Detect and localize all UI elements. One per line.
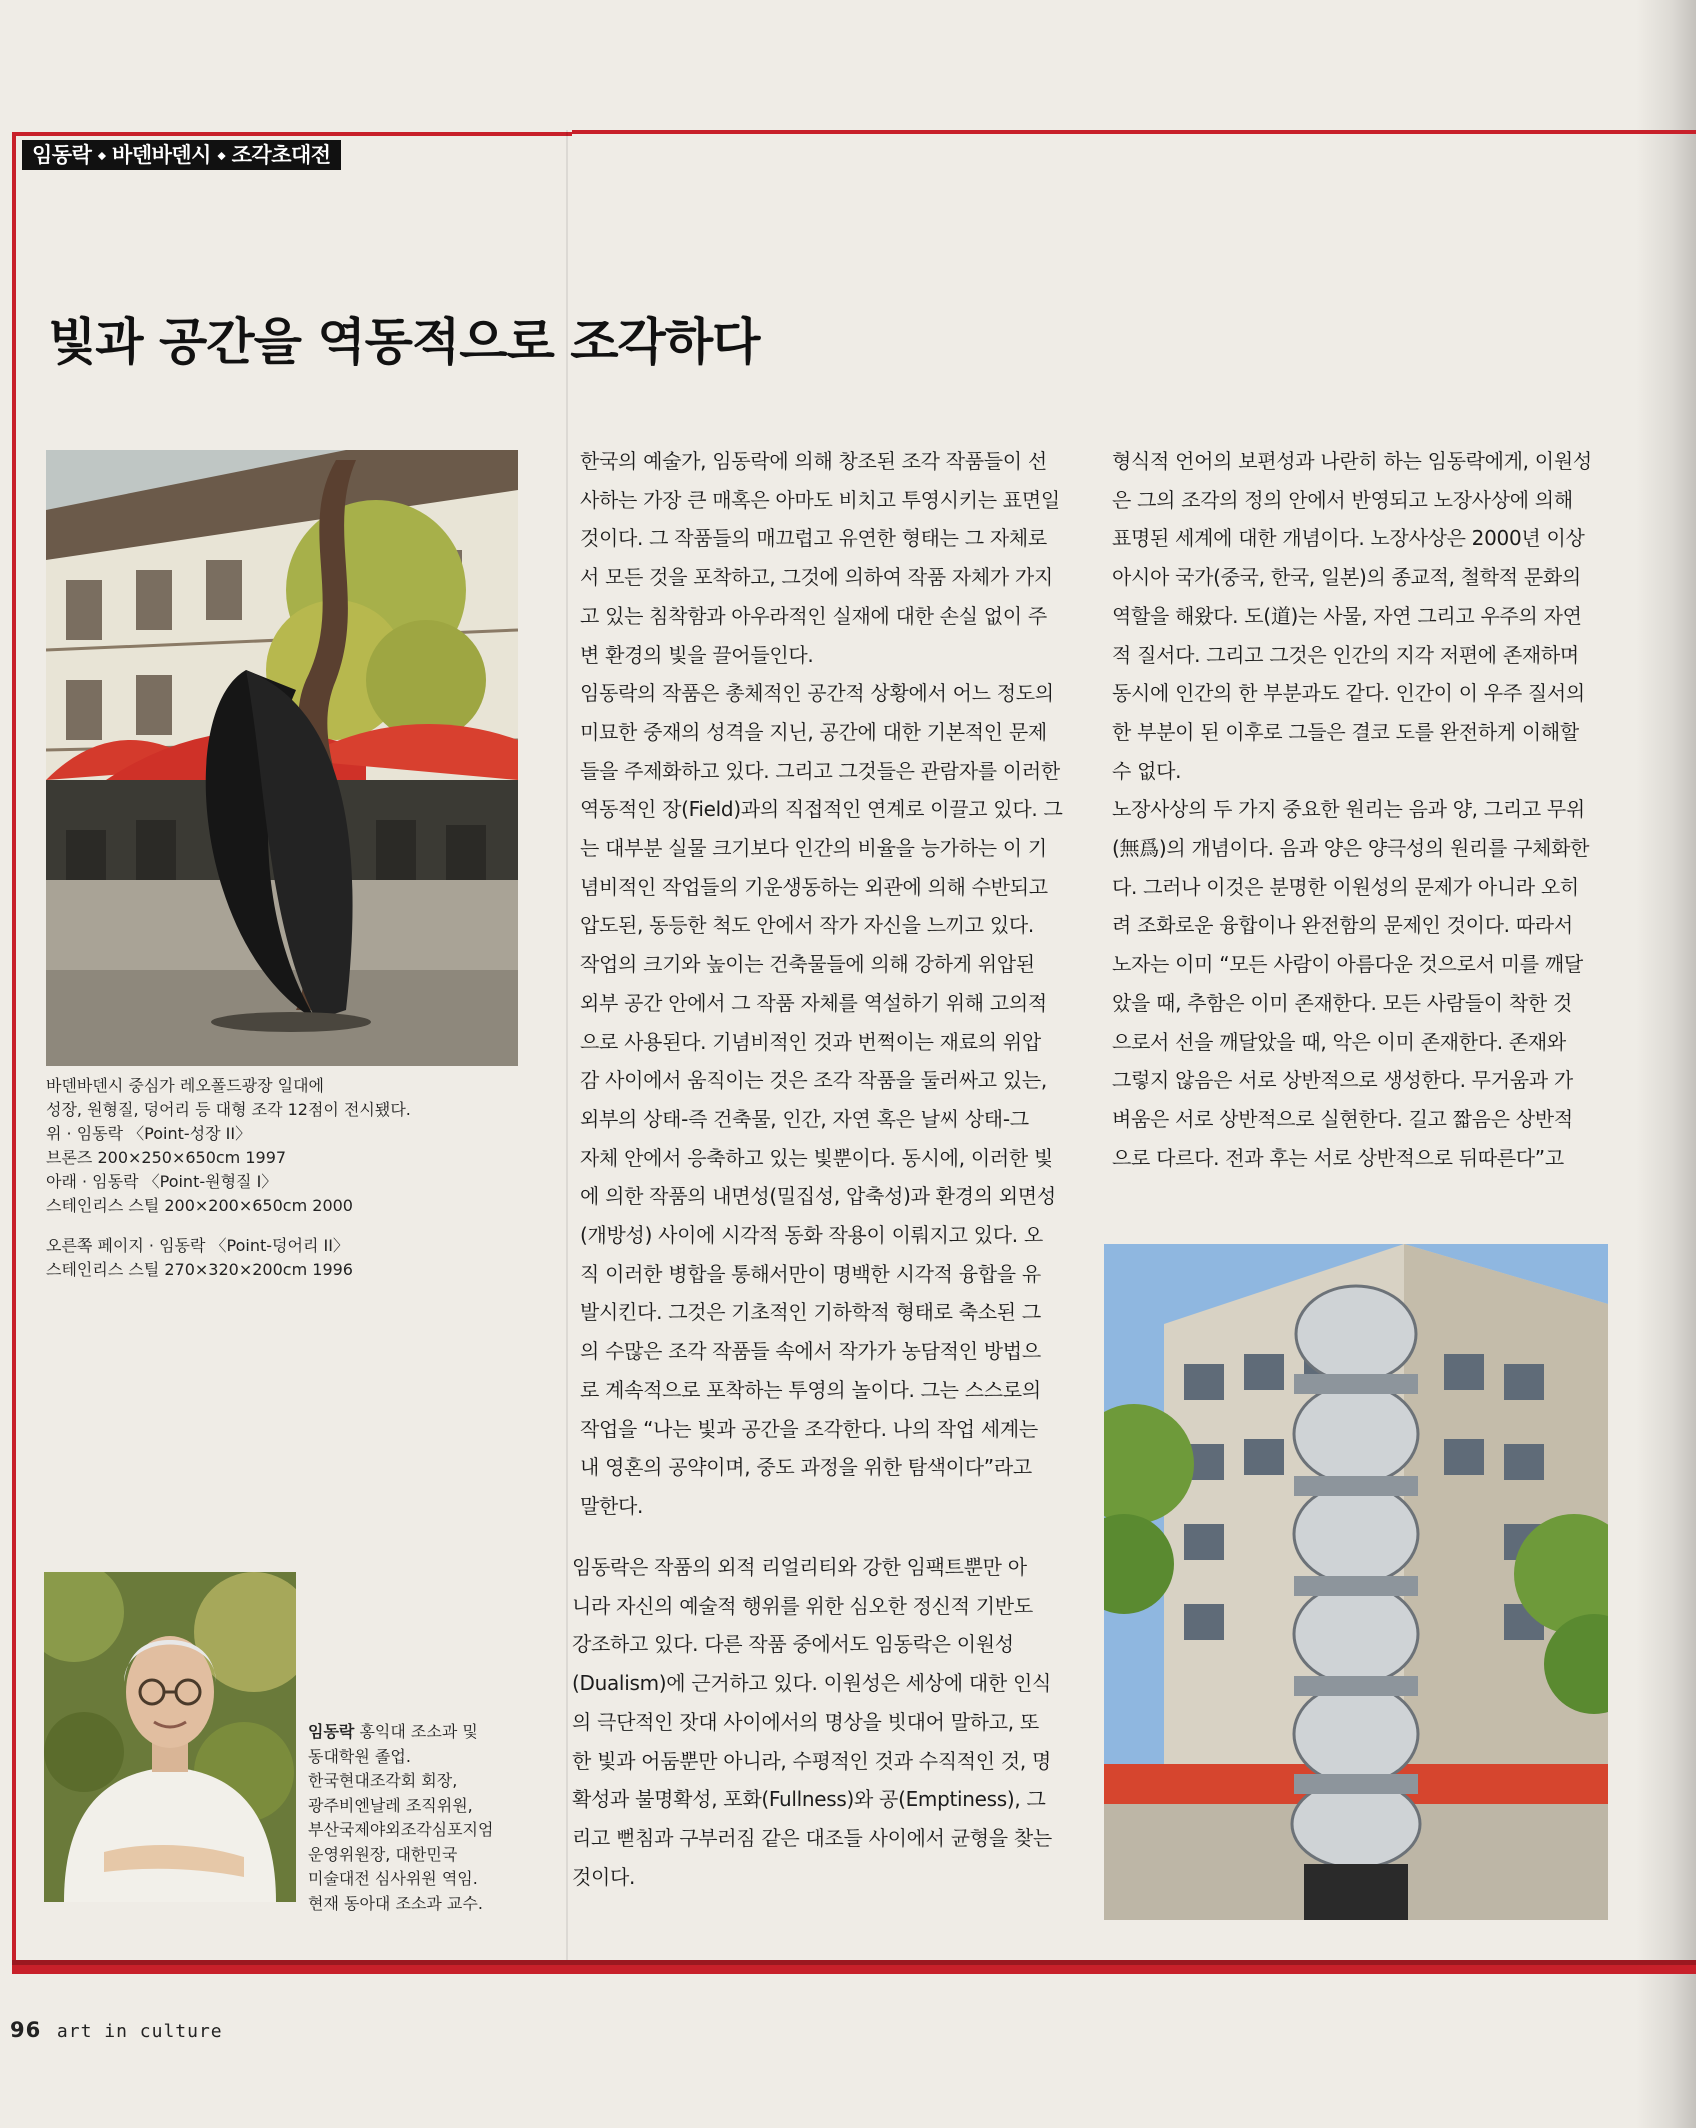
body-text-line: 은 그의 조각의 정의 안에서 반영되고 노장사상에 의해 (1112, 487, 1573, 512)
body-text-line: 사하는 가장 큰 매혹은 아마도 비치고 투영시키는 표면일 (580, 487, 1060, 512)
body-text-line: 동시에 인간의 한 부분과도 같다. 인간이 이 우주 질서의 (1112, 681, 1585, 706)
body-text-line: 서 모든 것을 포착하고, 그것에 의하여 작품 자체가 가지 (580, 565, 1053, 590)
bio-line: 현재 동아대 조소과 교수. (308, 1893, 483, 1913)
body-text-line: 고 있는 침착함과 아우라적인 실재에 대한 손실 없이 주 (580, 603, 1047, 628)
bio-line: 홍익대 조소과 및 (359, 1722, 478, 1741)
caption-right-page (46, 1234, 526, 1282)
page-number: 96 (10, 2018, 42, 2042)
bio-line: 운영위원장, 대한민국 (308, 1844, 458, 1864)
sculpture-photo-plaza (46, 450, 518, 1066)
body-text-line: (개방성) 사이에 시각적 동화 작용이 이뤄지고 있다. 오 (580, 1223, 1043, 1248)
caption-line: 스테인리스 스틸 270×320×200cm 1996 (46, 1260, 353, 1279)
body-text-line: 한국의 예술가, 임동락에 의해 창조된 조각 작품들이 선 (580, 449, 1047, 473)
body-text-line: 압도된, 동등한 척도 안에서 작가 자신을 느끼고 있다. (580, 913, 1034, 938)
body-text-line: 외부 공간 안에서 그 작품 자체를 역설하기 위해 고의적 (580, 990, 1047, 1015)
caption-line: 위 · 임동락 〈Point-성장 II〉 (46, 1124, 252, 1143)
artist-bio (308, 1720, 508, 1916)
body-text-line: 으로 사용된다. 기념비적인 것과 번쩍이는 재료의 위압 (580, 1029, 1041, 1054)
body-text-line: 한 부분이 된 이후로 그들은 결코 도를 완전하게 이해할 (1112, 719, 1579, 744)
body-text-line: 직 이러한 병합을 통해서만이 명백한 시각적 융합을 유 (580, 1261, 1041, 1286)
body-text-line: 노장사상의 두 가지 중요한 원리는 음과 양, 그리고 무위 (1112, 797, 1585, 822)
body-text-line: 에 의한 작품의 내면성(밀집성, 압축성)과 환경의 외면성 (580, 1184, 1056, 1209)
body-text-line: 벼움은 서로 상반적으로 실현한다. 길고 짧음은 상반적 (1112, 1106, 1573, 1131)
body-text-line: 들을 주제화하고 있다. 그리고 그것들은 관람자를 이러한 (580, 758, 1060, 783)
scan-seam (566, 130, 568, 1960)
body-text-line: 리고 뻗침과 구부러짐 같은 대조들 사이에서 균형을 찾는 (572, 1825, 1052, 1850)
body-text-line: 아시아 국가(중국, 한국, 일본)의 종교적, 철학적 문화의 (1112, 565, 1581, 590)
series-tag: 임동락 ⬩ 바덴바덴시 ⬩ 조각초대전 (22, 140, 341, 170)
body-column-middle-continued (572, 1548, 1080, 1896)
body-text-line: 려 조화로운 융합이나 완전함의 문제인 것이다. 따라서 (1112, 913, 1573, 938)
caption-line: 스테인리스 스틸 200×200×650cm 2000 (46, 1196, 353, 1215)
caption-line: 브론즈 200×250×650cm 1997 (46, 1148, 287, 1167)
magazine-name: art in culture (56, 2021, 223, 2042)
caption-line: 성장, 원형질, 덩어리 등 대형 조각 12점이 전시됐다. (46, 1100, 411, 1119)
body-text-line: 형식적 언어의 보편성과 나란히 하는 임동락에게, 이원성 (1112, 449, 1592, 473)
body-text-line: 적 질서다. 그리고 그것은 인간의 지각 저편에 존재하며 (1112, 642, 1579, 667)
red-frame-left (12, 132, 16, 1974)
body-text-line: 으로 다르다. 전과 후는 서로 상반적으로 뒤따른다”고 (1112, 1145, 1564, 1170)
page-folio (10, 2018, 223, 2042)
body-text-line: 수 없다. (1112, 758, 1182, 783)
artist-name: 임동락 (308, 1722, 355, 1741)
body-text-line: 의 극단적인 잣대 사이에서의 명상을 빗대어 말하고, 또 (572, 1709, 1039, 1734)
body-text-line: 내 영혼의 공약이며, 중도 과정을 위한 탐색이다”라고 (580, 1455, 1032, 1480)
body-text-line: 로 계속적으로 포착하는 투영의 놀이다. 그는 스스로의 (580, 1377, 1041, 1402)
body-text-line: 작업을 “나는 빛과 공간을 조각한다. 나의 작업 세계는 (580, 1416, 1038, 1441)
body-text-line: 확성과 불명확성, 포화(Fullness)와 공(Emptiness), 그 (572, 1787, 1046, 1812)
bio-line: 한국현대조각회 회장, (308, 1771, 458, 1790)
body-text-line: (無爲)의 개념이다. 음과 양은 양극성의 원리를 구체화한 (1112, 836, 1590, 861)
body-text-line: 노자는 이미 “모든 사람이 아름다운 것으로서 미를 깨달 (1112, 952, 1583, 977)
body-text-line: 것이다. 그 작품들의 매끄럽고 유연한 형태는 그 자체로 (580, 526, 1047, 551)
body-text-line: 발시킨다. 그것은 기초적인 기하학적 형태로 축소된 그 (580, 1300, 1041, 1325)
body-text-line: 외부의 상태-즉 건축물, 인간, 자연 혹은 날씨 상태-그 (580, 1106, 1029, 1131)
bio-line: 부산국제야외조각심포지엄 (308, 1820, 494, 1839)
red-frame-top-left (12, 132, 572, 136)
headline: 빛과 공간을 역동적으로 조각하다 (48, 313, 760, 371)
body-column-middle (580, 442, 1080, 1526)
body-text-line: 감 사이에서 움직이는 것은 조각 작품을 둘러싸고 있는, (580, 1068, 1047, 1093)
body-text-line: 자체 안에서 응축하고 있는 빛뿐이다. 동시에, 이러한 빛 (580, 1145, 1053, 1170)
bio-line: 광주비엔날레 조직위원, (308, 1795, 473, 1815)
body-text-line: 말한다. (580, 1493, 644, 1518)
body-text-line: 념비적인 작업들의 기운생동하는 외관에 의해 수반되고 (580, 874, 1048, 899)
caption-left (46, 1074, 526, 1218)
caption-line: 바덴바덴시 중심가 레오폴드광장 일대에 (46, 1076, 325, 1095)
body-text-line: 임동락은 작품의 외적 리얼리티와 강한 임팩트뿐만 아 (572, 1555, 1027, 1579)
body-text-line: 으로서 선을 깨달았을 때, 악은 이미 존재한다. 존재와 (1112, 1029, 1566, 1054)
body-text-line: 다. 그러나 이것은 분명한 이원성의 문제가 아니라 오히 (1112, 874, 1579, 899)
body-text-line: 미묘한 중재의 성격을 지닌, 공간에 대한 기본적인 문제 (580, 719, 1047, 744)
body-text-line: 니라 자신의 예술적 행위를 위한 심오한 정신적 기반도 (572, 1593, 1033, 1618)
body-text-line: 그렇지 않음은 서로 상반적으로 생성한다. 무거움과 가 (1112, 1068, 1573, 1093)
body-text-line: 변 환경의 빛을 끌어들인다. (580, 642, 814, 667)
body-text-line: 한 빛과 어둠뿐만 아니라, 수평적인 것과 수직적인 것, 명 (572, 1748, 1052, 1773)
bio-line: 동대학원 졸업. (308, 1746, 411, 1766)
sculpture-photo-street (1104, 1244, 1608, 1920)
artist-portrait-photo (44, 1572, 296, 1902)
page-gutter-shadow (1636, 0, 1696, 2128)
body-column-right (1112, 442, 1612, 1177)
body-text-line: 의 수많은 조각 작품들 속에서 작가가 농담적인 방법으 (580, 1339, 1041, 1364)
bio-line: 미술대전 심사위원 역임. (308, 1869, 478, 1888)
caption-line: 아래 · 임동락 〈Point-원형질 I〉 (46, 1172, 278, 1191)
red-frame-bottom-inner (12, 1960, 1696, 1965)
caption-line: 오른쪽 페이지 · 임동락 〈Point-덩어리 II〉 (46, 1236, 349, 1255)
red-frame-top-right (572, 130, 1696, 134)
body-text-line: 역할을 해왔다. 도(道)는 사물, 자연 그리고 우주의 자연 (1112, 603, 1582, 628)
body-text-line: 강조하고 있다. 다른 작품 중에서도 임동락은 이원성 (572, 1632, 1014, 1657)
body-text-line: 았을 때, 추함은 이미 존재한다. 모든 사람들이 착한 것 (1112, 990, 1572, 1015)
body-text-line: 임동락의 작품은 총체적인 공간적 상황에서 어느 정도의 (580, 681, 1054, 706)
body-text-line: 는 대부분 실물 크기보다 인간의 비율을 능가하는 이 기 (580, 836, 1047, 861)
body-text-line: 역동적인 장(Field)과의 직접적인 연계로 이끌고 있다. 그 (580, 797, 1063, 822)
body-text-line: 작업의 크기와 높이는 건축물들에 의해 강하게 위압된 (580, 952, 1035, 977)
body-text-line: (Dualism)에 근거하고 있다. 이원성은 세상에 대한 인식 (572, 1671, 1052, 1696)
body-text-line: 것이다. (572, 1864, 636, 1889)
body-text-line: 표명된 세계에 대한 개념이다. 노장사상은 2000년 이상 (1112, 526, 1585, 551)
